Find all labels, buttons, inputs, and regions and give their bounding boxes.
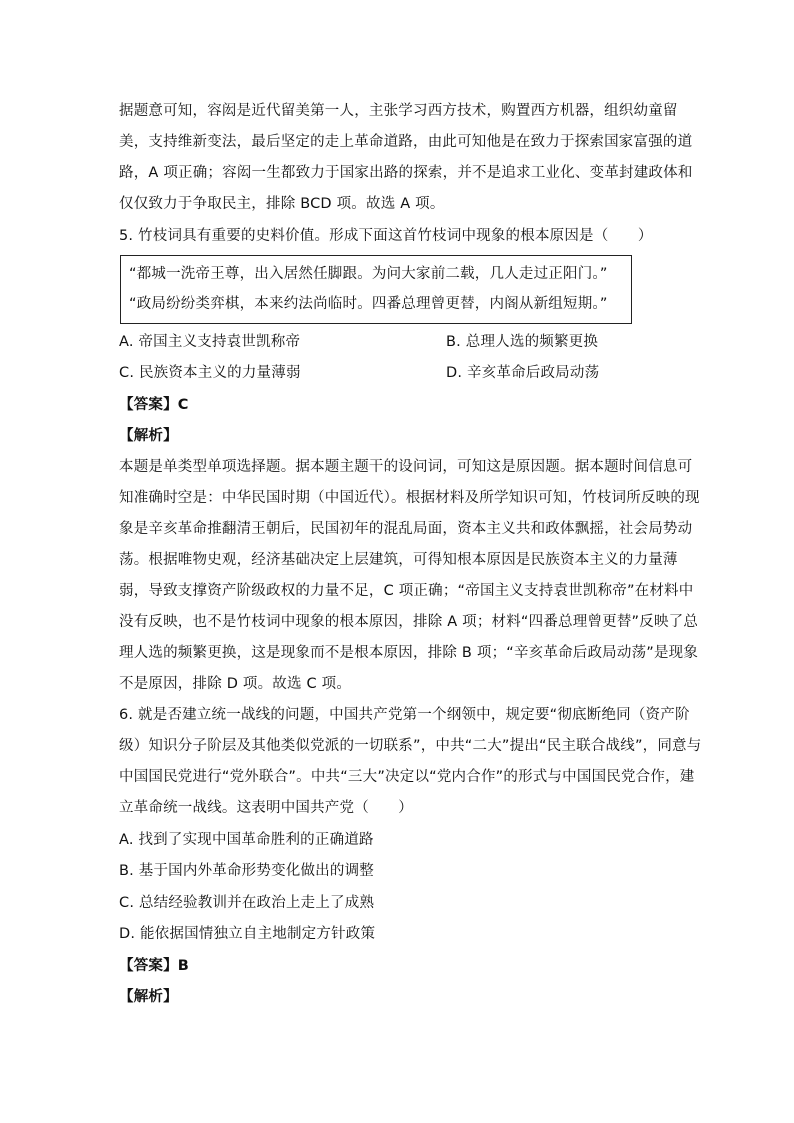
analysis-line: 理人选的频繁更换，这是现象而不是根本原因，排除 B 项；“辛亥革命后政局动荡”是现象 (119, 645, 699, 661)
question-5-option-c: C. 民族资本主义的力量薄弱 (119, 365, 301, 381)
poem-box (120, 255, 632, 324)
explanation-line: 美，支持维新变法，最后坚定的走上革命道路，由此可知他是在致力于探索国家富强的道 (119, 134, 693, 150)
analysis-line: 不是原因，排除 D 项。故选 C 项。 (119, 676, 352, 692)
question-6-option-b: B. 基于国内外革命形势变化做出的调整 (119, 863, 374, 879)
analysis-line: 本题是单类型单项选择题。据本题主题干的设问词，可知这是原因题。据本题时间信息可 (119, 459, 693, 475)
question-6-stem-line: 级）知识分子阶层及其他类似党派的一切联系”，中共“二大”提出“民主联合战线”，同意与 (119, 738, 702, 754)
question-6-option-a: A. 找到了实现中国革命胜利的正确道路 (119, 832, 374, 848)
question-5-answer: 【答案】C (119, 397, 189, 413)
analysis-line: 没有反映，也不是竹枝词中现象的根本原因，排除 A 项；材料“四番总理曾更替”反映了总 (119, 614, 699, 630)
question-5-stem: 5. 竹枝词具有重要的史料价值。形成下面这首竹枝词中现象的根本原因是（ ） (119, 228, 653, 244)
question-5-analysis-label: 【解析】 (119, 428, 178, 444)
analysis-line: 荡。根据唯物史观，经济基础决定上层建筑，可得知根本原因是民族资本主义的力量薄 (119, 552, 678, 568)
question-5-option-a: A. 帝国主义支持袁世凯称帝 (119, 334, 301, 350)
question-6-analysis-label: 【解析】 (119, 989, 178, 1005)
analysis-line: 弱，导致支撑资产阶级政权的力量不足，C 项正确；“帝国主义支持袁世凯称帝”在材料中 (119, 583, 694, 599)
analysis-line: 象是辛亥革命推翻清王朝后，民国初年的混乱局面，资本主义共和政体飘摇，社会局势动 (119, 521, 693, 537)
question-5-option-d: D. 辛亥革命后政局动荡 (446, 365, 600, 381)
explanation-line: 据题意可知，容闳是近代留美第一人，主张学习西方技术，购置西方机器，组织幼童留 (119, 103, 678, 119)
question-6-stem-line: 中国国民党进行“党外联合”。中共“三大”决定以“党内合作”的形式与中国国民党合作，建 (119, 769, 695, 785)
question-5-option-b: B. 总理人选的频繁更换 (446, 334, 599, 350)
poem-line: “都城一洗帝王尊，出入居然任脚跟。为问大家前二载，几人走过正阳门。” (129, 266, 608, 282)
explanation-line: 仅仅致力于争取民主，排除 BCD 项。故选 A 项。 (119, 196, 445, 212)
analysis-line: 知准确时空是：中华民国时期（中国近代）。根据材料及所学知识可知，竹枝词所反映的现 (119, 490, 700, 506)
question-6-stem-line: 6. 就是否建立统一战线的问题，中国共产党第一个纲领中，规定要“彻底断绝同（资产阶 (119, 707, 690, 723)
poem-line: “政局纷纷类弈棋，本来约法尚临时。四番总理曾更替，内阁从新组短期。” (129, 296, 608, 312)
explanation-line: 路，A 项正确；容闳一生都致力于国家出路的探索，并不是追求工业化、变革封建政体和 (119, 165, 693, 181)
question-6-stem-line: 立革命统一战线。这表明中国共产党（ ） (119, 800, 413, 816)
question-6-option-c: C. 总结经验教训并在政治上走上了成熟 (119, 895, 375, 911)
question-6-answer: 【答案】B (119, 958, 190, 974)
question-6-option-d: D. 能依据国情独立自主地制定方针政策 (119, 926, 376, 942)
